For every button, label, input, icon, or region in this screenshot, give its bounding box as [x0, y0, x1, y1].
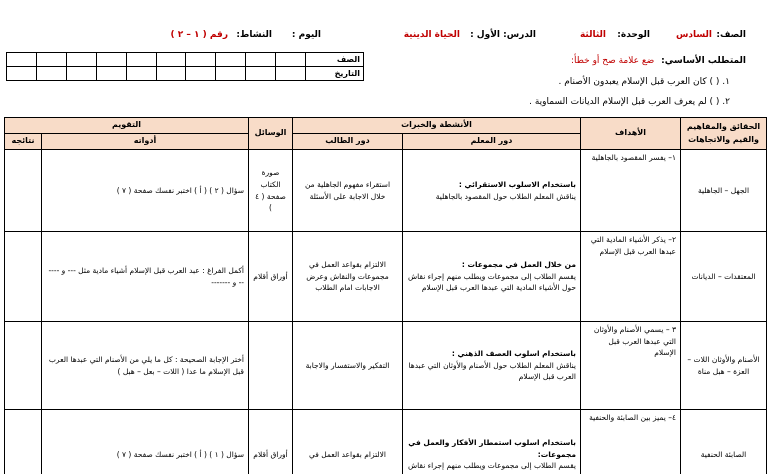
tools-cell: سؤال ( ١ ) ( أ ) اختبر نفسك صفحة ( ٧ ) — [42, 410, 249, 474]
results-cell — [5, 410, 42, 474]
teacher-role-cell — [403, 410, 581, 474]
teacher-text: يقسم الطلاب إلى مجموعات ويطلب منهم إجراء نقاش — [407, 461, 576, 471]
class-label: الصف: — [716, 30, 746, 40]
unit-value: الثالثة — [579, 30, 606, 40]
table-row — [5, 322, 767, 410]
student-role-cell: الالتزام بقواعد العمل في مجموعات والنقاش وعرض الاجابات امام الطلاب — [293, 232, 403, 322]
teacher-method: باستخدام اسلوب العصف الذهني : — [451, 349, 576, 359]
means-header: الوسائل — [249, 118, 293, 150]
class-value: السادس — [675, 30, 712, 40]
prerequisite-instruction: ضع علامة صح أو خطأ: — [570, 56, 655, 66]
student-role-cell: التفكير والاستفسار والاجابة — [293, 322, 403, 410]
tools-cell: أكمل الفراغ : عبد العرب قبل الإسلام أشياء مادية مثل --- و ------ و ------- — [42, 232, 249, 322]
teacher-role-cell — [403, 232, 581, 322]
activity-value: رقم ( ١ – ٢ ) — [170, 30, 228, 40]
concept-cell: الصابئة الحنفية — [681, 410, 767, 474]
concept-cell: الجهل – الجاهلية — [681, 150, 767, 232]
objectives-header: الأهداف — [581, 118, 681, 150]
teacher-method: باستخدام الاسلوب الاستقرائي : — [458, 179, 576, 189]
prerequisite-item-1: ١. ( ) كان العرب قبل الإسلام يعبدون الأصنام . — [558, 77, 730, 87]
lesson-value: الحياة الدينية — [403, 30, 460, 40]
objective-cell: ٢– يذكر الأشياء المادية التي عبدها العرب قبل الإسلام — [581, 232, 681, 322]
lesson-label: الدرس: الأول : — [470, 30, 536, 40]
results-cell — [5, 150, 42, 232]
teacher-role-cell — [403, 150, 581, 232]
tools-cell: سؤال ( ٢ ) ( أ ) اختبر نفسك صفحة ( ٧ ) — [42, 150, 249, 232]
table-row — [5, 410, 767, 474]
results-cell — [5, 232, 42, 322]
means-cell — [249, 322, 293, 410]
concept-cell: الأصنام والأوثان اللات – العزة – هبل مناة — [681, 322, 767, 410]
student-role-header: دور الطالب — [293, 134, 403, 150]
means-cell: صورة الكتاب صفحة ( ٤ ) — [249, 150, 293, 232]
teacher-text: يقسم الطلاب إلى مجموعات ويطلب منهم إجراء نقاش حول الأشياء المادية التي عبدها العرب قبل الإسلام — [407, 271, 576, 293]
table-row — [5, 232, 767, 322]
activity-label: النشاط: — [236, 30, 272, 40]
results-header: نتائجه — [5, 134, 42, 150]
tools-cell: أختر الإجابة الصحيحة : كل ما يلي من الأصنام التي عبدها العرب قبل الإسلام ما عدا ( اللات – بعل – هبل ) — [42, 322, 249, 410]
date-row-label: التاريخ — [306, 67, 364, 81]
teacher-text: يناقش المعلم الطلاب حول المقصود بالجاهلية — [435, 191, 576, 201]
objective-cell: ١– يفسر المقصود بالجاهلية — [581, 150, 681, 232]
means-cell: أوراق أقلام — [249, 410, 293, 474]
day-label: اليوم : — [291, 30, 321, 40]
means-cell: أوراق أقلام — [249, 232, 293, 322]
objective-cell: ٣ – يسمي الأصنام والأوثان التي عبدها العرب قبل الإسلام — [581, 322, 681, 410]
teacher-role-cell — [403, 322, 581, 410]
teacher-method: باستخدام اسلوب استمطار الأفكار والعمل في مجموعات: — [408, 438, 576, 459]
student-role-cell: استقراء مفهوم الجاهلية من خلال الاجابة على الأسئلة — [293, 150, 403, 232]
prerequisite-line — [571, 56, 746, 66]
lesson-header — [0, 30, 746, 44]
tools-header: أدواته — [42, 134, 249, 150]
objective-cell: ٤– يميز بين الصابئة والحنفية — [581, 410, 681, 474]
lesson-plan-table — [4, 117, 767, 474]
prerequisite-label: المتطلب الأساسي: — [661, 56, 746, 66]
evaluation-header: التقويم — [5, 118, 249, 134]
table-row — [5, 150, 767, 232]
activities-header: الأنشطة والخبرات — [293, 118, 581, 134]
teacher-method: من خلال العمل في مجموعات : — [461, 260, 576, 270]
concepts-header: الحقائق والمفاهيم والقيم والاتجاهات — [681, 118, 767, 150]
student-role-cell: الالتزام بقواعد العمل في — [293, 410, 403, 474]
teacher-role-header: دور المعلم — [403, 134, 581, 150]
prerequisite-item-2: ٢. ( ) لم يعرف العرب قبل الإسلام الديانات السماوية . — [529, 97, 730, 107]
class-date-table — [6, 52, 364, 81]
concept-cell: المعتقدات – الديانات — [681, 232, 767, 322]
teacher-text: يناقش المعلم الطلاب حول الأصنام والأوثان التي عبدها العرب قبل الإسلام — [408, 360, 576, 382]
unit-label: الوحدة: — [617, 30, 650, 40]
class-row-label: الصف — [306, 53, 364, 67]
results-cell — [5, 322, 42, 410]
